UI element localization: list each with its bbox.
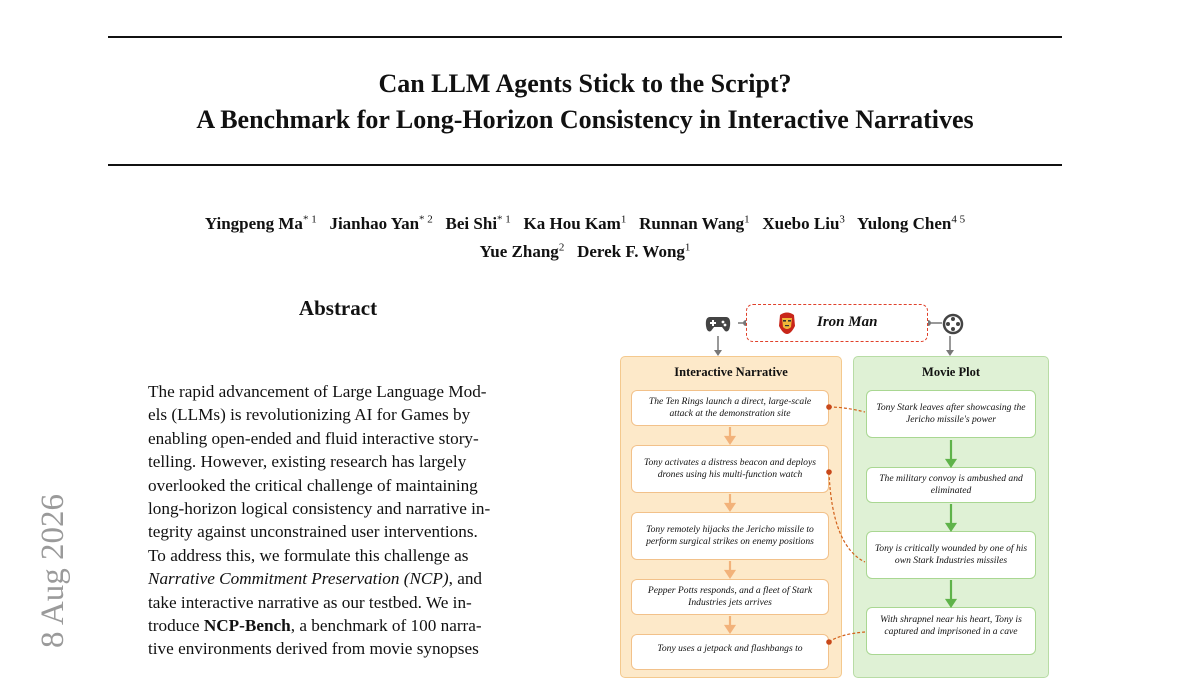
narrative-event: Tony remotely hijacks the Jericho missile to perform surgical strikes on enemy positions — [631, 512, 829, 560]
figure-1 — [600, 296, 1060, 654]
narrative-event: Pepper Potts responds, and a fleet of Stark Industries jets arrives — [631, 579, 829, 615]
movie-plot-header: Movie Plot — [922, 365, 980, 379]
plot-event: With shrapnel near his heart, Tony is captured and imprisoned in a cave — [866, 607, 1036, 655]
abstract-heading: Abstract — [298, 296, 378, 320]
bottom-rule — [108, 164, 1062, 166]
narrative-event: Tony activates a distress beacon and deploys drones using his multi-function watch — [631, 445, 829, 493]
author: Xuebo Liu$^3$ — [762, 213, 845, 233]
top-rule — [108, 36, 1062, 38]
interactive-narrative-header: Interactive Narrative — [674, 365, 788, 379]
plot-event: Tony is critically wounded by one of his own Stark Industries missiles — [866, 531, 1036, 579]
title-line-1: Can LLM Agents Stick to the Script? — [378, 69, 792, 98]
author: Runnan Wang$^1$ — [639, 213, 750, 233]
plot-event: The military convoy is ambushed and eliminated — [866, 467, 1036, 503]
narrative-event: The Ten Rings launch a direct, large-scale attack at the demonstration site — [631, 390, 829, 426]
author: Derek F. Wong$^1$ — [577, 241, 691, 262]
author: Bei Shi$^{* 1}$ — [445, 213, 511, 233]
author: Yulong Chen$^{4 5}$ — [857, 213, 966, 233]
title-line-2: A Benchmark for Long-Horizon Consistency in Interactive Narratives — [196, 105, 974, 134]
iron-man-label: Iron Man — [817, 314, 878, 330]
author: Yue Zhang$^2$ — [479, 241, 565, 262]
ncp-term: Narrative Commitment Preservation (NCP) — [148, 569, 449, 589]
author: Ka Hou Kam$^1$ — [523, 213, 627, 233]
abstract-body: The rapid advancement of Large Language Mod- els (LLMs) is revolutionizing AI for Games by enabling open-ended and fluid interactive story- telling. However, existing research has largely overlooked the critical challenge of maintaining long-horizon logical consistency and narrative in- tegrity against unconstrained user interventions. To address this, we formulate this challenge as Narrative Commitment Preservation (NCP), and take interactive narrative as our testbed. We in- troduce NCP-Bench, a benchmark of 100 narra- tive environments derived from movie synopses — [148, 382, 491, 659]
plot-event: Tony Stark leaves after showcasing the Jericho missile's power — [866, 390, 1036, 438]
narrative-event: Tony uses a jetpack and flashbangs to — [631, 634, 829, 670]
author: Jianhao Yan$^{* 2}$ — [329, 213, 433, 233]
author-line-2 — [108, 236, 1062, 265]
figure-flow-arrows — [600, 296, 1060, 648]
author-list — [108, 207, 1062, 264]
author-line-1 — [108, 207, 1062, 236]
paper-title — [108, 66, 1062, 138]
ncp-bench-term: NCP-Bench — [203, 616, 291, 636]
arxiv-date-stamp: 8 Aug 2026 — [35, 493, 71, 648]
author: Yingpeng Ma$^{* 1}$ — [204, 213, 317, 233]
